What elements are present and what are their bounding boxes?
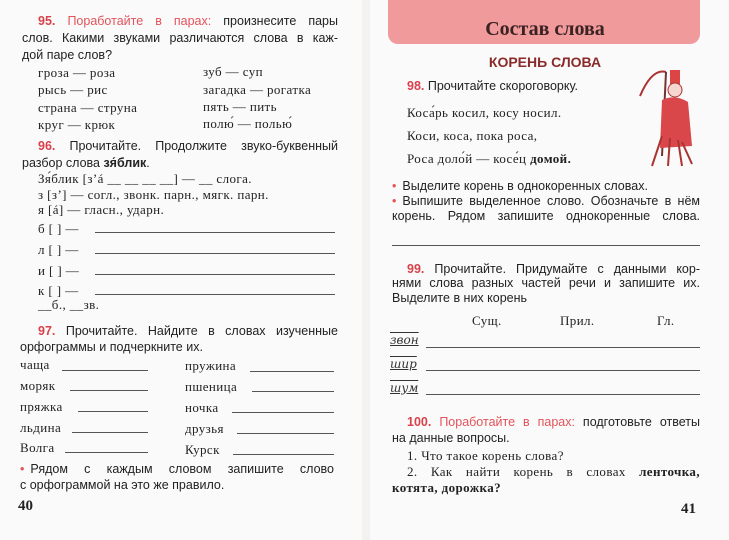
pair: рысь — рис xyxy=(38,82,108,97)
root: шир xyxy=(390,357,417,371)
bullet-line xyxy=(392,178,648,194)
text: Выделите корень в однокоренных словах. xyxy=(402,179,648,193)
section-title: Состав слова xyxy=(485,18,605,40)
ex95-line1 xyxy=(38,13,338,29)
letter-row: б [ ] — xyxy=(38,221,79,236)
task-label: Поработайте в парах: xyxy=(439,415,575,429)
ex96-line2 xyxy=(22,155,150,171)
write-line[interactable] xyxy=(95,294,335,295)
pair: круг — крюк xyxy=(38,117,116,132)
target-word: зя́блик xyxy=(103,156,147,170)
word: Волга xyxy=(20,440,55,455)
bullet-line: корень. Рядом запишите однокоренные слова. xyxy=(392,209,700,223)
text: 2. Как найти корень в словах xyxy=(407,464,626,479)
pair: зуб — суп xyxy=(203,64,263,79)
pair: пять — пить xyxy=(203,99,277,114)
pair: полю́ — полью́ xyxy=(203,116,293,131)
bullet-icon: • xyxy=(392,194,397,208)
write-line[interactable] xyxy=(95,253,335,254)
bold-word: ленточка, xyxy=(639,464,700,479)
letter-row: л [ ] — xyxy=(38,242,79,257)
write-line[interactable] xyxy=(62,370,148,371)
root: звон xyxy=(390,333,419,347)
ex100-line1 xyxy=(407,414,700,430)
question xyxy=(392,480,501,496)
text: Роса доло́й — косе́ц xyxy=(407,151,527,166)
word: чаща xyxy=(20,357,50,372)
ex95-line2: слов. Какими звуками различаются слова в каж- xyxy=(22,31,338,45)
bold-word: котята, дорожка? xyxy=(392,480,502,495)
verse-line: Коса́рь косил, косу носил. xyxy=(407,105,562,120)
question xyxy=(407,464,700,480)
column-header: Сущ. xyxy=(472,313,502,328)
letter-row: и [ ] — xyxy=(38,263,80,278)
write-line[interactable] xyxy=(250,371,334,372)
text: произнесите пары xyxy=(211,14,338,28)
page-number: 41 xyxy=(681,501,696,517)
word: моряк xyxy=(20,378,56,393)
bullet-icon: • xyxy=(392,179,397,193)
word: Курск xyxy=(185,442,220,457)
text: Прочитайте. Продолжите звуко-буквенный xyxy=(69,139,338,153)
text: Прочитайте. Найдите в словах изученные xyxy=(65,324,338,338)
text: подготовьте ответы xyxy=(574,415,700,429)
text: разбор слова xyxy=(22,156,100,170)
ex-number: 96. xyxy=(38,139,56,153)
text: Прочитайте. Придумайте с данными кор- xyxy=(434,262,700,276)
ex-number: 99. xyxy=(407,262,425,276)
text: Прочитайте скороговорку. xyxy=(427,79,578,93)
ex96-line1 xyxy=(38,138,338,154)
text: Рядом с каждым словом запишите слово xyxy=(30,462,334,476)
pair: страна — струна xyxy=(38,100,138,115)
write-line[interactable] xyxy=(426,394,700,395)
bullet-line xyxy=(392,193,700,209)
analysis-row: Зя́блик [з’á __ __ __ __] — __ слога. xyxy=(38,171,252,186)
write-line[interactable] xyxy=(72,432,148,433)
write-line[interactable] xyxy=(232,412,334,413)
analysis-row: з [з’] — согл., звонк. парн., мягк. парн. xyxy=(38,187,269,202)
word: пшеница xyxy=(185,379,238,394)
subtitle: КОРЕНЬ СЛОВА xyxy=(488,54,602,70)
verse-line xyxy=(407,151,571,167)
write-line[interactable] xyxy=(95,274,335,275)
word: пружина xyxy=(185,358,237,373)
page-number: 40 xyxy=(18,498,33,514)
bold-word: домой. xyxy=(530,151,572,166)
right-page xyxy=(370,0,729,540)
pair: гроза — роза xyxy=(38,65,116,80)
letter-row: к [ ] — xyxy=(38,283,79,298)
analysis-row: я [á] — гласн., ударн. xyxy=(38,202,165,217)
text: . xyxy=(146,156,150,170)
write-line[interactable] xyxy=(65,452,148,453)
question: 1. Что такое корень слова? xyxy=(407,448,564,463)
ex99-line2: нями слова разных частей речи и запишите их. xyxy=(392,276,700,290)
word: друзья xyxy=(185,421,224,436)
bullet-line: с орфограммой на это же правило. xyxy=(20,478,225,492)
root: шум xyxy=(390,381,419,395)
task-label: Поработайте в парах: xyxy=(67,14,212,28)
ex-number: 98. xyxy=(407,79,425,93)
pair: загадка — рогатка xyxy=(203,82,312,97)
left-page xyxy=(0,0,362,540)
word: льдина xyxy=(20,420,62,435)
ex-number: 95. xyxy=(38,14,56,28)
write-line[interactable] xyxy=(392,245,700,246)
ex97-line2: орфограммы и подчеркните их. xyxy=(20,340,203,354)
write-line[interactable] xyxy=(426,347,700,348)
column-header: Прил. xyxy=(560,313,595,328)
ex97-line1 xyxy=(38,323,338,339)
write-line[interactable] xyxy=(252,391,334,392)
ex95-line3: дой паре слов? xyxy=(22,48,113,62)
bullet-icon: • xyxy=(20,462,25,476)
ex-number: 100. xyxy=(407,415,432,429)
ex-number: 97. xyxy=(38,324,56,338)
verse-line: Коси, коса, пока роса, xyxy=(407,128,538,143)
write-line[interactable] xyxy=(70,390,148,391)
ex100-line2: на данные вопросы. xyxy=(392,431,510,445)
bullet-line xyxy=(20,461,334,477)
write-line[interactable] xyxy=(95,232,335,233)
word: ночка xyxy=(185,400,219,415)
mower-illustration xyxy=(632,66,704,174)
write-line[interactable] xyxy=(233,454,334,455)
ex99-line3: Выделите в них корень xyxy=(392,291,528,305)
write-line[interactable] xyxy=(237,433,334,434)
text: Выпишите выделенное слово. Обозначьте в нём xyxy=(402,194,700,208)
summary-row: __б., __зв. xyxy=(38,297,100,312)
ex98-line1 xyxy=(407,78,578,94)
word: пряжка xyxy=(20,399,63,414)
column-header: Гл. xyxy=(657,313,675,328)
write-line[interactable] xyxy=(78,411,148,412)
write-line[interactable] xyxy=(426,370,700,371)
